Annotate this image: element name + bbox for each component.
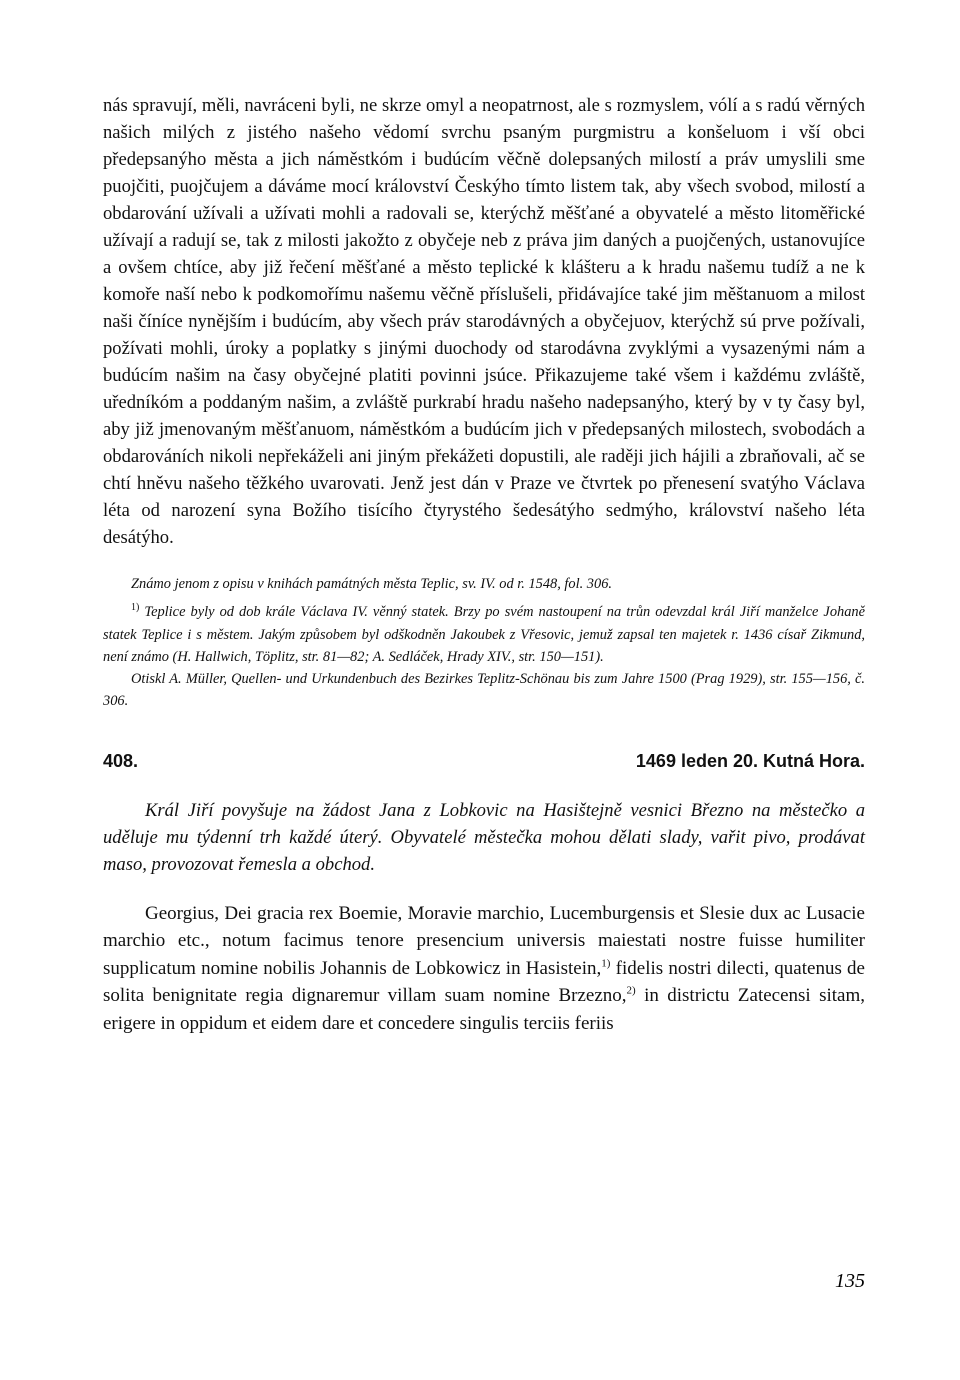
latin-footnote-ref-2: 2) (626, 984, 636, 997)
document-date-place: 1469 leden 20. Kutná Hora. (635, 750, 865, 771)
footnote-marker: 1) (131, 602, 140, 614)
latin-text-part-3: in districtu Zatecensi sitam, erigere in oppidum et eidem dare et concedere singulis terciis feriis (103, 985, 865, 1034)
latin-text-part-1: Georgius, Dei gracia rex Boemie, Moravie marchio, Lucemburgensis et Slesie dux ac Lusacie marchio etc., notum facimus tenore presencium universis maiestati nostre fuisse humiliter supplicatum nomine nobilis Johannis de Lobkowicz in Hasistein, (103, 902, 865, 979)
notes-section (103, 573, 865, 713)
main-text: nás spravují, měli, navráceni byli, ne skrze omyl a neopatrnost, ale s rozmyslem, vólí a s radú věrných našich milých z jistého našeho vědomí svrchu psaným purgmistru a konšeluom i vší obci předepsanýho města a jich náměstkóm i budúcím věčně dolepsaných milostí a práv umyslili sme puojčiti, puojčujem a dáváme mocí království Českýho tímto listem tak, aby všech svobod, milostí a obdarování užívali a užívati mohli a radovali se, kterýchž měšťané a obyvatelé a město litoměřické užívají a radují se, tak z milosti jakožto z obyčeje neb z práva jim daných a puojčených, ustanovujíce a ovšem chtíce, aby již řečení měšťané a město teplické k klášteru a k hradu našemu tudíž a ne k komoře naší nebo k podkomořímu našemu věčně příslušeli, přidávajíce také jim měštanuom a milost naši číníce nynějším i budúcím, aby všech práv starodávných a obyčejuov, kterýchž sú prve požívali, požívati mohli, úroky a poplatky s jinými duochody od starodávna zvyklými a vysazenými nám a budúcím našim na časy obyčejné platiti povinni jsúce. Přikazujeme také všem i každému zvláště, uředníkóm a poddaným našim, a zvláště purkrabí hradu našeho nadepsanýho, který by v ty časy byl, aby již jmenovaným měšťanuom, náměstkóm a budúcím jich v předepsaných milostech, svobodách a obdarováních nikoli nepřekáželi ani jiným překážeti dopustili, ale raději jich hájili a zbraňovali, ač se chtí hněvu našeho těžkého uvarovati. Jenž jest dán v Praze ve čtvrtek po přenesení svatýho Václava léta od narození syna Božího tisícího čtyrystého šedesátýho sedmýho, království našeho léta desátýho. (103, 95, 865, 548)
edition-note: Otiskl A. Müller, Quellen- und Urkundenbuch des Bezirkes Teplitz-Schönau bis zum Jahre 1500 (Prag 1929), str. 155—156, č. 306. (103, 671, 865, 710)
page-content (103, 92, 865, 1037)
footnote-1 (103, 601, 865, 668)
regest: Král Jiří povyšuje na žádost Jana z Lobkovic na Hasištejně vesnici Březno na městečko a uděluje mu týdenní trh každé úterý. Obyvatelé městečka mohou dělati slady, vařit pivo, prodávat maso, provozovat řemesla a obchod. (103, 799, 865, 875)
latin-footnote-ref-1: 1) (601, 957, 611, 970)
footnote-text: Teplice byly od dob krále Václava IV. věnný statek. Brzy po svém nastoupení na trůn odevzdal král Jiří manželce Johaně statek Teplice i s městem. Jakým způsobem byl odškodněn Jakoubek z Vřesovic, jemuž zapsal ten majetek r. 1436 císař Zikmund, není známo (H. Hallwich, Töplitz, str. 81—82; A. Sedláček, Hrady XIV., str. 150—151). (103, 604, 865, 665)
page-number: 135 (835, 1270, 865, 1292)
latin-text (103, 900, 865, 1038)
document-header (103, 751, 865, 775)
source-note: Známo jenom z opisu v knihách památných města Teplic, sv. IV. od r. 1548, fol. 306. (131, 576, 612, 592)
latin-text-part-2: fidelis nostri dilecti, quatenus de solita benignitate regia dignaremur villam suam nomine Brzezno, (103, 957, 865, 1007)
document-number: 408. (103, 750, 139, 771)
